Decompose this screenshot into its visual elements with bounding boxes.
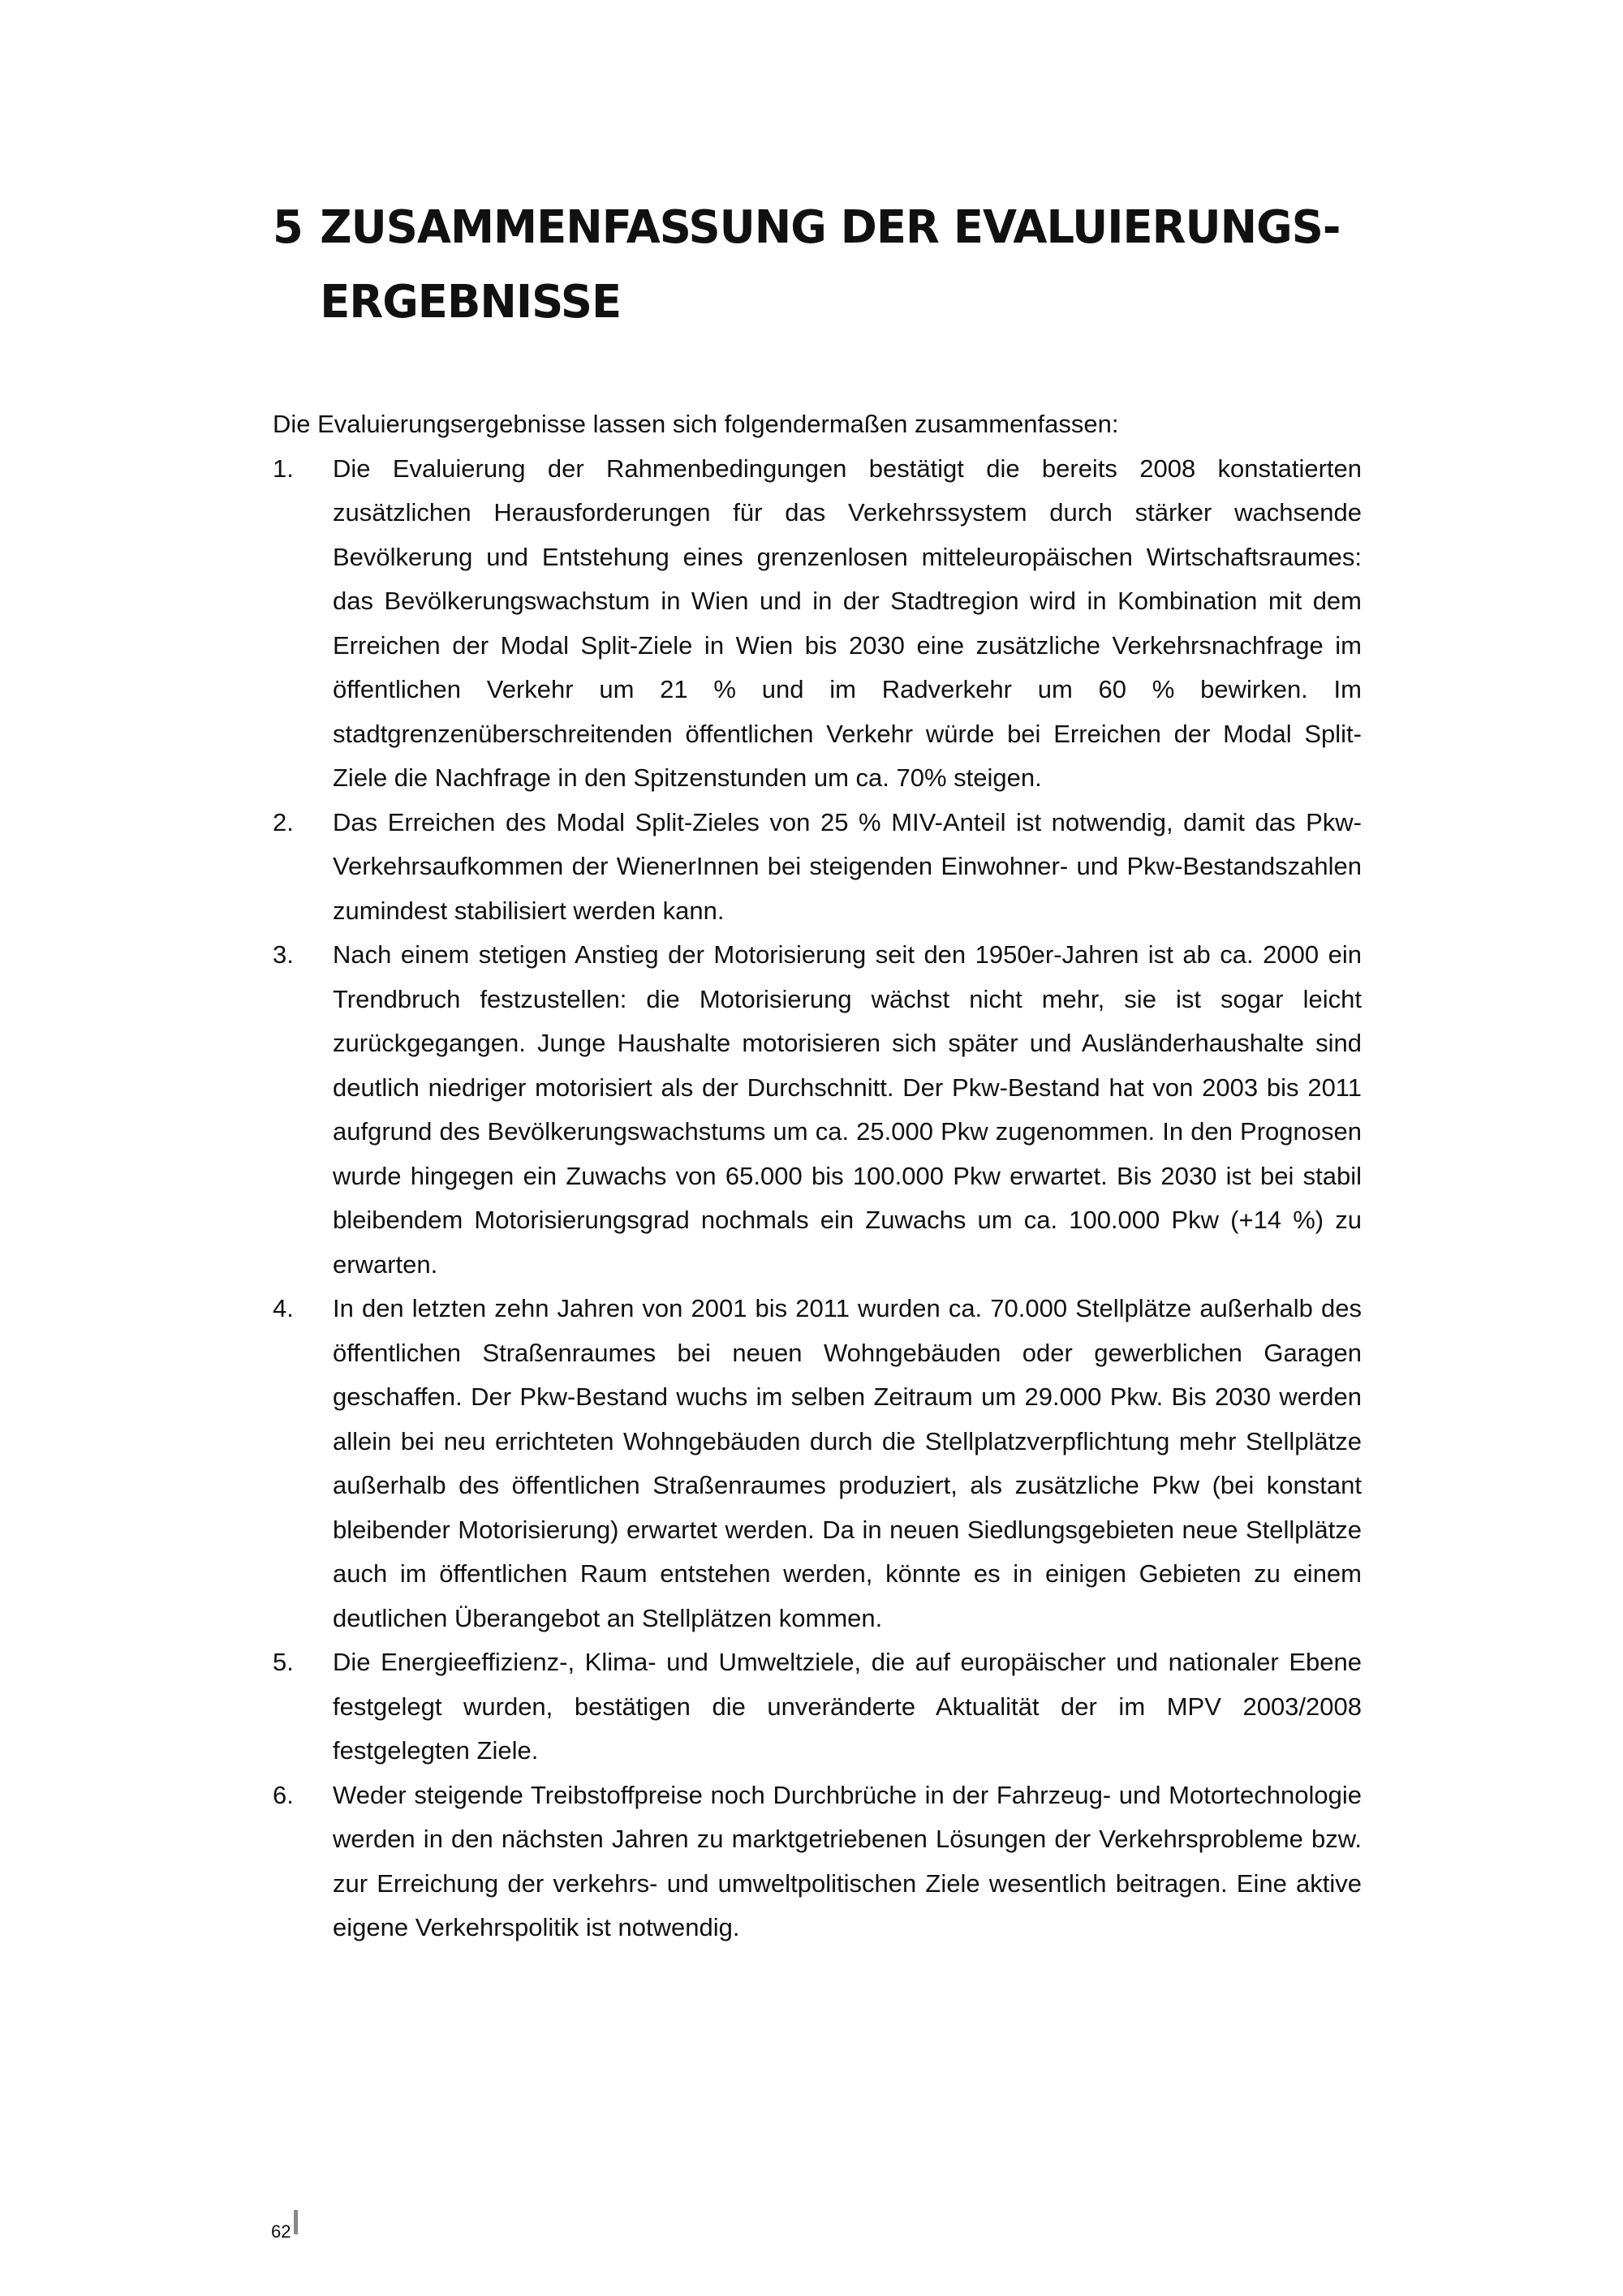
list-item: [273, 801, 1362, 934]
item-number: 5.: [273, 1648, 294, 1676]
chapter-title-line-2: ERGEBNISSE: [320, 276, 622, 329]
item-text: Nach einem stetigen Anstieg der Motorisierung seit den 1950er-Jahren ist ab ca. 2000 ein Trendbruch festzustellen: die Motorisierung wächst nicht mehr, sie ist sogar leicht zurückgegangen. Junge Haushalte motorisieren sich später und Ausländerhaushalte sind deutlich niedriger motorisiert als der Durchschnitt. Der Pkw-Bestand hat von 2003 bis 2011 aufgrund des Bevölkerungswachstums um ca. 25.000 Pkw zugenommen. In den Prognosen wurde hingegen ein Zuwachs von 65.000 bis 100.000 Pkw erwartet. Bis 2030 ist bei stabil bleibendem Motorisierungsgrad nochmals ein Zuwachs um ca. 100.000 Pkw (+14 %) zu erwarten.: [333, 940, 1362, 1279]
chapter-heading: [273, 191, 1375, 340]
item-number: 3.: [273, 940, 294, 969]
item-text: Die Evaluierung der Rahmenbedingungen bestätigt die bereits 2008 konstatierten zusätzlichen Herausforderungen für das Verkehrssystem durch stärker wachsende Bevölkerung und Entstehung eines grenzenlosen mitteleuropäischen Wirtschaftsraumes: das Bevölkerungswachstum in Wien und in der Stadtregion wird in Kombination mit dem Erreichen der Modal Split-Ziele in Wien bis 2030 eine zusätzliche Verkehrsnachfrage im öffentlichen Verkehr um 21 % und im Radverkehr um 60 % bewirken. Im stadtgrenzenüberschreitenden öffentlichen Verkehr würde bei Erreichen der Modal Split-Ziele die Nachfrage in den Spitzenstunden um ca. 70% steigen.: [333, 454, 1362, 792]
item-number: 6.: [273, 1780, 294, 1809]
item-text: Das Erreichen des Modal Split-Zieles von 25 % MIV-Anteil ist notwendig, damit das Pkw-Verkehrsaufkommen der WienerInnen bei steigenden Einwohner- und Pkw-Bestandszahlen zumindest stabilisiert werden kann.: [333, 807, 1362, 925]
list-item: [273, 933, 1362, 1287]
item-text: In den letzten zehn Jahren von 2001 bis 2011 wurden ca. 70.000 Stellplätze außerhalb des öffentlichen Straßenraumes bei neuen Wohngebäuden oder gewerblichen Garagen geschaffen. Der Pkw-Bestand wuchs im selben Zeitraum um 29.000 Pkw. Bis 2030 werden allein bei neu errichteten Wohngebäuden durch die Stellplatzverpflichtung mehr Stellplätze außerhalb des öffentlichen Straßenraumes produziert, als zusätzliche Pkw (bei konstant bleibender Motorisierung) erwartet werden. Da in neuen Siedlungsgebieten neue Stellplätze auch im öffentlichen Raum entstehen werden, könnte es in einigen Gebieten zu einem deutlichen Überangebot an Stellplätzen kommen.: [333, 1294, 1362, 1632]
item-number: 2.: [273, 807, 294, 836]
body-text: [273, 402, 1362, 1950]
chapter-number: 5: [273, 201, 303, 254]
list-item: [273, 447, 1362, 801]
item-number: 4.: [273, 1294, 294, 1322]
summary-list: [273, 447, 1362, 1950]
item-number: 1.: [273, 454, 294, 483]
list-item: [273, 1774, 1362, 1950]
item-text: Die Energieeffizienz-, Klima- und Umweltziele, die auf europäischer und nationaler Ebene festgelegt wurden, bestätigen die unveränderte Aktualität der im MPV 2003/2008 festgelegten Ziele.: [333, 1648, 1362, 1765]
item-text: Weder steigende Treibstoffpreise noch Durchbrüche in der Fahrzeug- und Motortechnologie werden in den nächsten Jahren zu marktgetriebenen Lösungen der Verkehrsprobleme bzw. zur Erreichung der verkehrs- und umweltpolitischen Ziele wesentlich beitragen. Eine aktive eigene Verkehrspolitik ist notwendig.: [333, 1780, 1362, 1941]
list-item: [273, 1640, 1362, 1774]
intro-paragraph: Die Evaluierungsergebnisse lassen sich folgendermaßen zusammenfassen:: [273, 410, 1119, 438]
page-number: 62: [271, 2221, 291, 2242]
chapter-title-line-1: ZUSAMMENFASSUNG DER EVALUIERUNGS-: [320, 201, 1341, 254]
page-number-bar: [294, 2210, 298, 2234]
list-item: [273, 1287, 1362, 1640]
